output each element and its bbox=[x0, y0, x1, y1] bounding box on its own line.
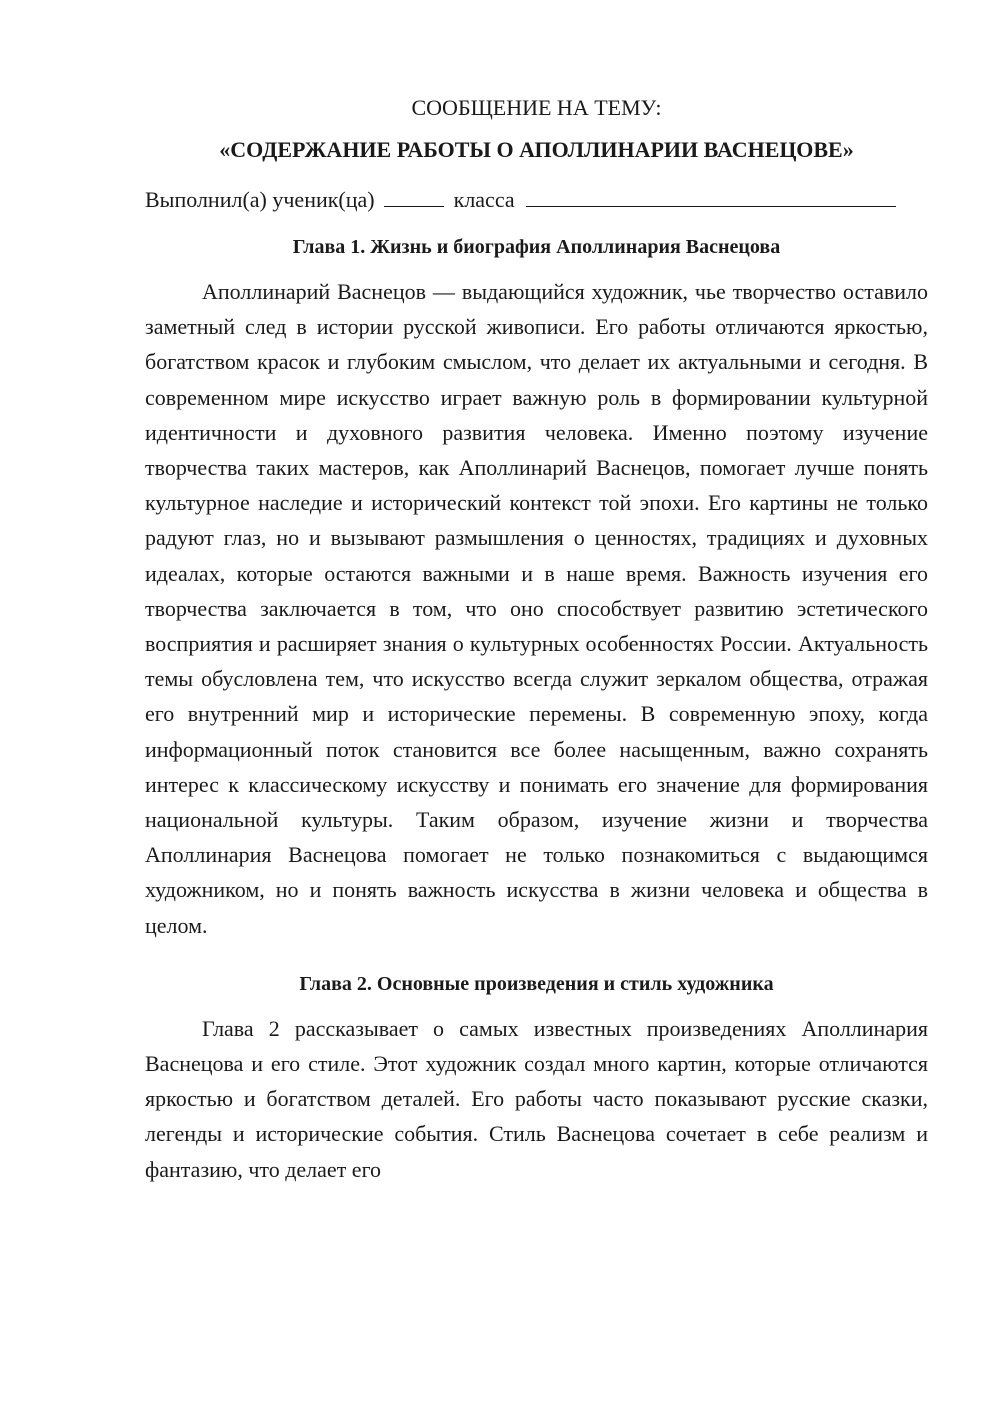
chapter-1-body: Аполлинарий Васнецов — выдающийся художник, чье творчество оставило заметный след в истории русской живописи. Его работы отличаются яркостью, богатством красок и глубоким смыслом, что делает их актуальными и сегодня. В современном мире искусство играет важную роль в формировании культурной идентичности и духовного развития человека. Именно поэтому изучение творчества таких мастеров, как Аполлинарий Васнецов, помогает лучше понять культурное наследие и исторический контекст той эпохи. Его картины не только радуют глаз, но и вызывают размышления о ценностях, традициях и духовных идеалах, которые остаются важными и в наше время. Важность изучения его творчества заключается в том, что оно способствует развитию эстетического восприятия и расширяет знания о культурных особенностях России. Актуальность темы обусловлена тем, что искусство всегда служит зеркалом общества, отражая его внутренний мир и исторические перемены. В современную эпоху, когда информационный поток становится все более насыщенным, важно сохранять интерес к классическому искусству и понимать его значение для формирования национальной культуры. Таким образом, изучение жизни и творчества Аполлинария Васнецова помогает не только познакомиться с выдающимся художником, но и понять важность искусства в жизни человека и общества в целом. bbox=[145, 279, 928, 938]
document-title: СООБЩЕНИЕ НА ТЕМУ: bbox=[411, 95, 662, 120]
author-line-prefix: Выполнил(а) ученик(ца) bbox=[145, 187, 375, 212]
name-blank bbox=[526, 184, 896, 207]
grade-blank bbox=[384, 184, 444, 207]
document-page bbox=[145, 92, 928, 1187]
chapter-2-heading: Глава 2. Основные произведения и стиль художника bbox=[299, 972, 774, 995]
document-subtitle: «СОДЕРЖАНИЕ РАБОТЫ О АПОЛЛИНАРИИ ВАСНЕЦОВЕ» bbox=[219, 137, 854, 162]
chapter-1-heading: Глава 1. Жизнь и биография Аполлинария Васнецова bbox=[292, 236, 781, 258]
author-line bbox=[145, 184, 928, 216]
author-line-middle: класса bbox=[453, 187, 515, 212]
chapter-2-body: Глава 2 рассказывает о самых известных произведениях Аполлинария Васнецова и его стиле. Этот художник создал много картин, которые отличаются яркостью и богатством деталей. Его работы часто показывают русские сказки, легенды и исторические события. Стиль Васнецова сочетает в себе реализм и фантазию, что делает его bbox=[145, 1015, 928, 1182]
